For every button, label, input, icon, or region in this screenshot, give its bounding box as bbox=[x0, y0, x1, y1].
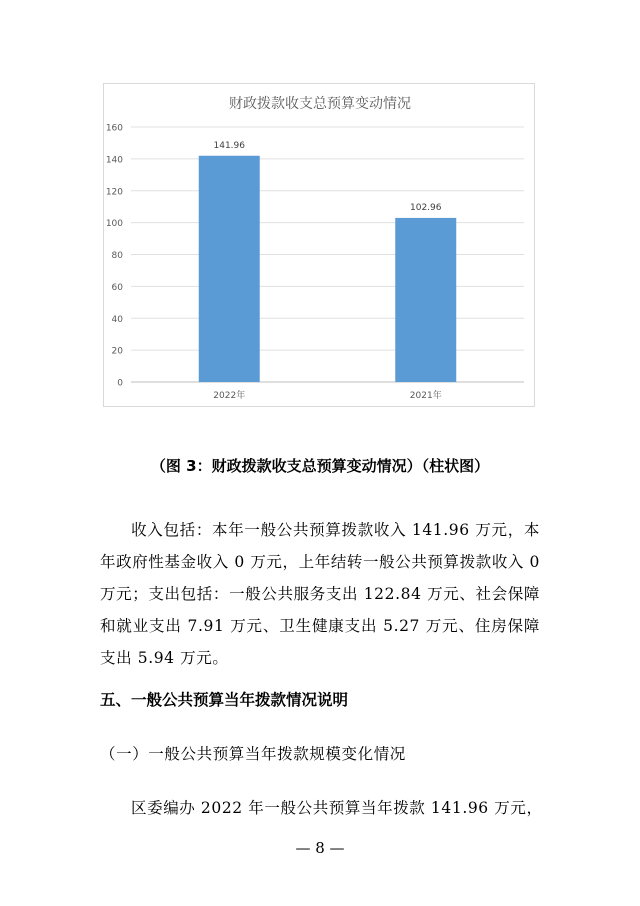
paragraph-text: 收入包括：本年一般公共预算拨款收入 141.96 万元，本年政府性基金收入 0 万元，上年结转一般公共预算拨款收入 0 万元；支出包括：一般公共服务支出 122.84 万元、社会保障和就业支出 7.91 万元、卫生健康支出 5.27 万元、住房保障支出 5.94 万元。 bbox=[100, 521, 541, 667]
y-tick-label: 100 bbox=[105, 219, 123, 230]
bar bbox=[395, 218, 456, 382]
y-tick-label: 40 bbox=[111, 314, 123, 325]
figure-caption: （图 3：财政拨款收支总预算变动情况）（柱状图） bbox=[150, 457, 490, 475]
allocation-paragraph: 区委编办 2022 年一般公共预算当年拨款 141.96 万元， bbox=[131, 799, 543, 817]
x-tick-label: 2022年 bbox=[213, 391, 246, 401]
y-tick-label: 160 bbox=[105, 123, 123, 134]
chart-title: 财政拨款收支总预算变动情况 bbox=[229, 96, 411, 112]
data-label: 102.96 bbox=[410, 202, 442, 213]
data-label: 141.96 bbox=[213, 140, 245, 151]
subsection-heading: （一）一般公共预算当年拨款规模变化情况 bbox=[100, 745, 406, 763]
y-tick-label: 60 bbox=[111, 282, 123, 293]
y-tick-label: 120 bbox=[105, 187, 123, 198]
chart-canvas bbox=[104, 84, 536, 408]
bar-chart bbox=[103, 83, 535, 407]
y-tick-label: 20 bbox=[111, 346, 123, 357]
y-tick-label: 0 bbox=[117, 378, 123, 389]
section-heading: 五、一般公共预算当年拨款情况说明 bbox=[100, 691, 349, 709]
page-number: — 8 — bbox=[295, 839, 345, 857]
y-tick-label: 140 bbox=[105, 155, 123, 166]
y-tick-label: 80 bbox=[111, 251, 123, 261]
x-tick-label: 2021年 bbox=[409, 391, 442, 401]
bar bbox=[199, 156, 260, 382]
income-expense-paragraph bbox=[100, 514, 540, 674]
